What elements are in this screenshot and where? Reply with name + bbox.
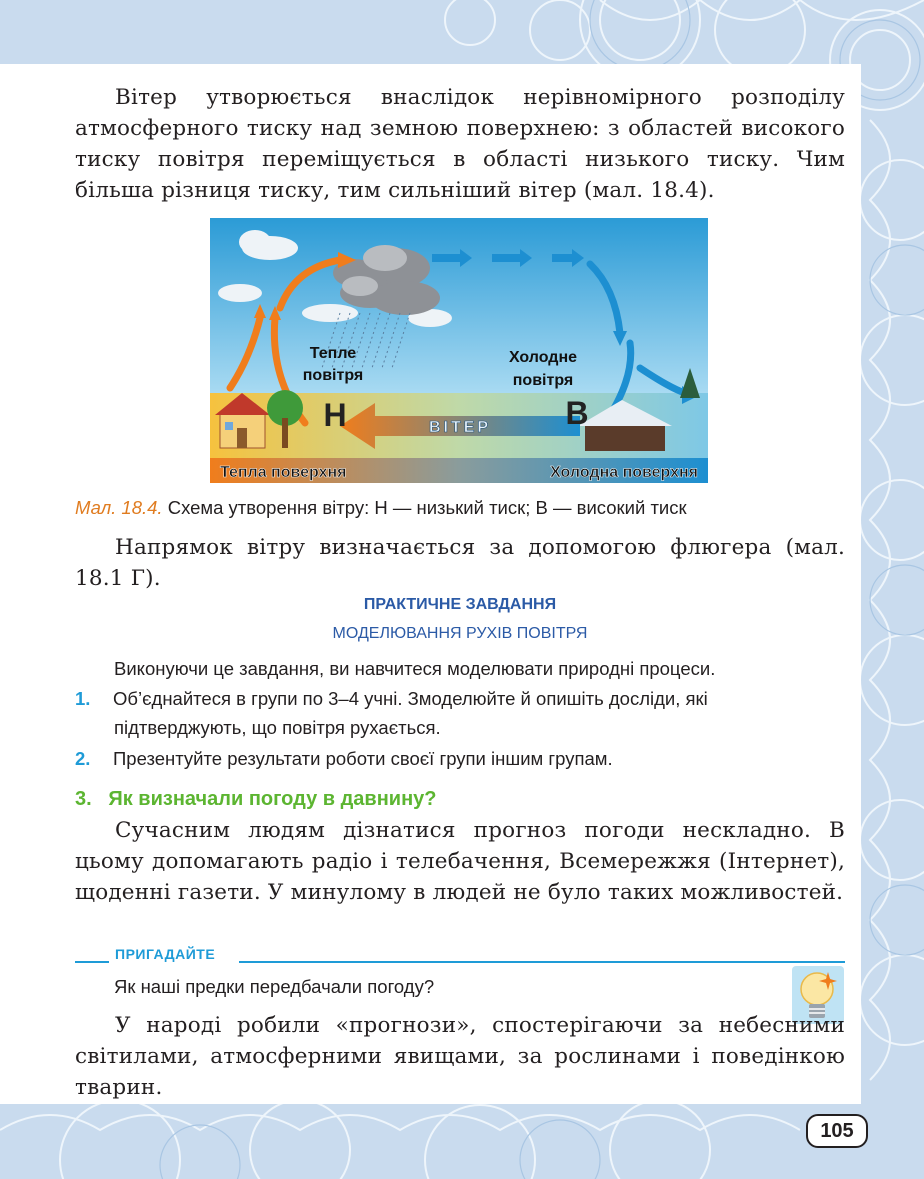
wind-label: ВІТЕР <box>428 419 492 436</box>
divider-line-left <box>75 961 109 963</box>
paragraph-wind-direction: Напрямок вітру визначається за допомогою флюгера (мал. 18.1 Г). <box>75 535 845 591</box>
paragraph-folk-forecast: У народі робили «прогнози», спостерігаючи за небесними світилами, атмосферними явищами, за рослинами і поведінкою тварин. <box>75 1013 845 1100</box>
warm-air-label-1: Тепле <box>309 345 357 362</box>
warm-air-label-2: повітря <box>302 367 364 384</box>
item-text: Об’єднайтеся в групи по 3–4 учні. Змоделюйте й опишіть досліди, які <box>113 688 708 709</box>
cold-air-label-2: повітря <box>512 372 574 389</box>
paragraph-modern-forecast: Сучасним людям дізнатися прогноз погоди нескладно. В цьому допомагають радіо і телебачення, Всемережжя (Інтернет), щоденні газети. У минулому в людей не було таких можливостей. <box>75 818 845 905</box>
remember-label: ПРИГАДАЙТЕ <box>115 946 216 962</box>
figure-caption <box>75 497 687 519</box>
low-pressure-letter: Н <box>323 397 347 433</box>
caption-number: Мал. 18.4. <box>75 497 163 518</box>
practical-intro: Виконуючи це завдання, ви навчитеся моделювати природні процеси. <box>114 658 716 679</box>
section-heading: 3. Як визначали погоду в давнину? <box>75 788 437 810</box>
item-text: Презентуйте результати роботи своєї групи іншим групам. <box>113 748 613 769</box>
practical-item-1-cont: підтверджують, що повітря рухається. <box>114 717 441 738</box>
item-number: 1. <box>75 688 91 709</box>
practical-item-2 <box>75 745 613 773</box>
caption-text: Схема утворення вітру: Н — низький тиск; В — високий тиск <box>167 497 687 518</box>
cold-surface-label: Холодна поверхня <box>550 464 698 481</box>
practical-task-title: ПРАКТИЧНЕ ЗАВДАННЯ <box>363 596 557 613</box>
page-number: 105 <box>806 1114 868 1148</box>
wind-formation-diagram <box>210 218 708 483</box>
remember-question: Як наші предки передбачали погоду? <box>114 976 435 997</box>
divider-line-right <box>239 961 845 963</box>
cold-air-label-1: Холодне <box>508 349 578 366</box>
high-pressure-letter: В <box>565 395 589 431</box>
remember-divider <box>75 946 845 966</box>
practical-item-1 <box>75 685 708 713</box>
practical-task-subtitle: МОДЕЛЮВАННЯ РУХІВ ПОВІТРЯ <box>332 625 588 642</box>
warm-surface-label: Тепла поверхня <box>220 464 347 481</box>
paragraph-wind-formation: Вітер утворюється внаслідок нерівномірного розподілу атмосферного тиску над земною поверхнею: з областей високого тиску повітря переміщується в області низького тиску. Чим більша різниця тиску, тим сильніший вітер (мал. 18.4). <box>75 85 845 203</box>
item-number: 2. <box>75 748 91 769</box>
